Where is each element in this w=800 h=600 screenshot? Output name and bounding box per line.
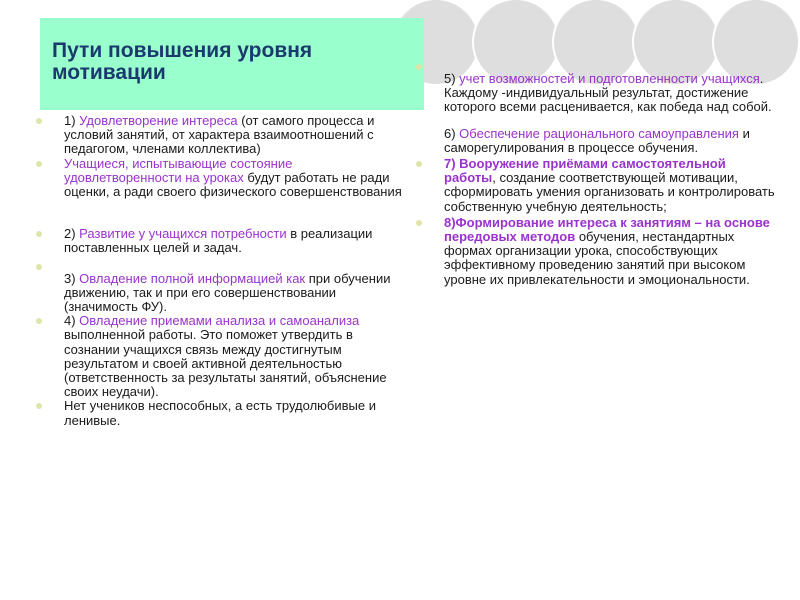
bullet-icon [416,64,422,70]
bullet-icon [36,118,42,124]
highlight-text: Удовлетворение интереса [79,113,238,128]
bullet-icon [36,161,42,167]
highlight-text: 7) Вооружение приёмами самостоятельной работы [444,156,726,186]
bullet-icon [36,318,42,324]
bullet-icon [36,231,42,237]
bullet-icon [416,220,422,226]
list-item: Нет учеников неспособных, а есть трудолюбивые и ленивые. [36,399,402,427]
left-column [36,114,402,428]
bullet-icon [416,161,422,167]
highlight-text: Обеспечение рационального самоуправления [459,125,739,141]
highlight-text: 8)Формирование интереса к занятиям – на основе передовых методов [444,214,770,245]
highlight-text: Развитие у учащихся потребности [79,226,287,242]
list-item: 4) Овладение приемами анализа и самоанализа выполненной работы. Это поможет утвердить в сознании учащихся связь между достигнутым результатом и своей активной деятельностью (ответственность за результаты занятий, объяснение своих неудачи). [36,314,402,399]
bullet-icon [36,403,42,409]
title-box [40,18,424,110]
list-item [36,256,402,266]
list-item: 6) Обеспечение рационального самоуправления и саморегулирования в процессе обучения. [444,125,750,155]
highlight-text: Учащиеся, испытывающие состояние удовлетворенности на уроках [64,155,293,185]
bullet-icon [36,264,42,270]
list-item: 7) Вооружение приёмами самостоятельной работы, создание соответствующей мотивации, сформировать умения организовать и контролировать собственную учебную деятельность; [416,157,778,214]
list-item: 5) учет возможностей и подготовленности учащихся. Каждому -индивидуальный результат, достижение которого всеми расценивается, как победа над собой. [444,71,772,115]
highlight-text: Овладение полной информацией как [79,270,306,286]
highlight-text: Овладение приемами анализа и самоанализа [79,313,360,329]
list-item: Учащиеся, испытывающие состояние удовлетворенности на уроках будут работать не ради оценки, а ради своего физического совершенствования [36,157,402,200]
list-item: 2) Развитие у учащихся потребности в реализации поставленных целей и задач. [36,227,402,255]
list-item: 1) Удовлетворение интереса (от самого процесса и условий занятий, от характера взаимоотношений с педагогом, членами коллектива) [36,114,402,157]
list-item [416,60,778,70]
list-item: 8)Формирование интереса к занятиям – на основе передовых методов обучения, нестандартных формах организации урока, способствующих эффективному проведению занятий при высоком уровне их привлекательности и эмоциональности. [416,216,778,287]
slide-title: Пути повышения уровня мотивации [52,39,313,84]
highlight-text: учет возможностей и подготовленности учащихся [459,71,760,86]
right-column [416,60,778,287]
list-item: 3) Овладение полной информацией как при обучении движению, так и при его совершенствовании (значимость ФУ). [64,270,391,315]
